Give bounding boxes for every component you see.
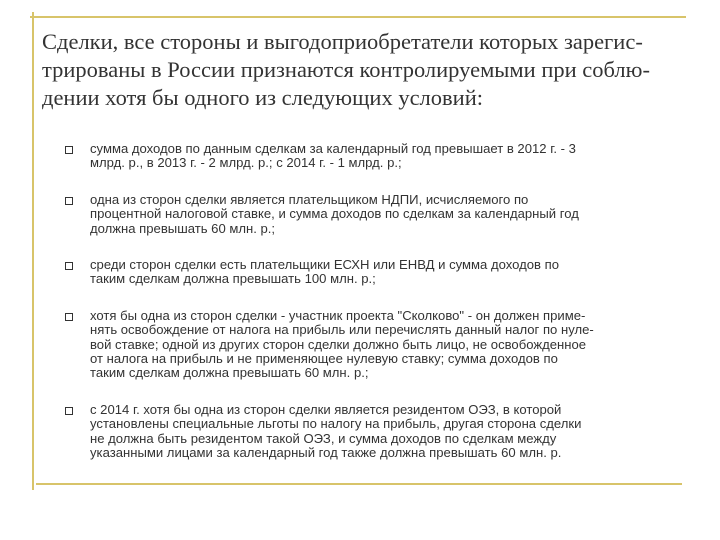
item-line: должна превышать 60 млн. р.; [90, 220, 276, 236]
square-bullet-icon [65, 407, 73, 415]
title-line: трированы в России признаются контролируемыми при соблю- [42, 57, 650, 82]
item-line: установлены специальные льготы по налогу на прибыль, другая сторона сделки [90, 416, 582, 432]
item-line: от налога на прибыль и не применяющее нулевую ставку; сумма доходов по [90, 351, 558, 367]
square-bullet-icon [65, 197, 73, 205]
decorative-bottom-line [36, 483, 682, 485]
item-line: одна из сторон сделки является плательщиком НДПИ, исчисляемого по [90, 191, 529, 207]
list-item [64, 193, 684, 236]
list-item [64, 142, 684, 171]
list-item [64, 258, 684, 287]
square-bullet-icon [65, 313, 73, 321]
square-bullet-icon [65, 262, 73, 270]
item-line: указанными лицами за календарный год также должна превышать 60 млн. р. [90, 445, 562, 461]
item-line: вой ставке; одной из других сторон сделки должно быть лицо, не освобожденное [90, 336, 587, 352]
item-line: среди сторон сделки есть плательщики ЕСХН или ЕНВД и сумма доходов по [90, 257, 560, 273]
title-line: дении хотя бы одного из следующих условий: [42, 85, 483, 110]
item-line: млрд. р., в 2013 г. - 2 млрд. р.; с 2014 г. - 1 млрд. р.; [90, 155, 402, 171]
item-line: с 2014 г. хотя бы одна из сторон сделки является резидентом ОЭЗ, в которой [90, 401, 562, 417]
item-line: хотя бы одна из сторон сделки - участник проекта "Сколково" - он должен приме- [90, 307, 586, 323]
item-line: сумма доходов по данным сделкам за календарный год превышает в 2012 г. - 3 [90, 141, 576, 156]
slide-title [42, 28, 692, 112]
item-line: нять освобождение от налога на прибыль или перечислять данный налог по нуле- [90, 322, 594, 338]
list-item [64, 309, 684, 381]
item-line: не должна быть резидентом такой ОЭЗ, и сумма доходов по сделкам между [90, 430, 557, 446]
item-line: таким сделкам должна превышать 100 млн. р.; [90, 271, 376, 287]
item-line: таким сделкам должна превышать 60 млн. р.; [90, 365, 369, 381]
decorative-vertical-line [32, 12, 34, 490]
decorative-top-line [30, 16, 686, 18]
list-item [64, 403, 684, 461]
conditions-list [64, 142, 684, 483]
item-line: процентной налоговой ставке, и сумма доходов по сделкам за календарный год [90, 206, 579, 222]
square-bullet-icon [65, 146, 73, 154]
title-line: Сделки, все стороны и выгодоприобретатели которых зарегис- [42, 29, 643, 54]
